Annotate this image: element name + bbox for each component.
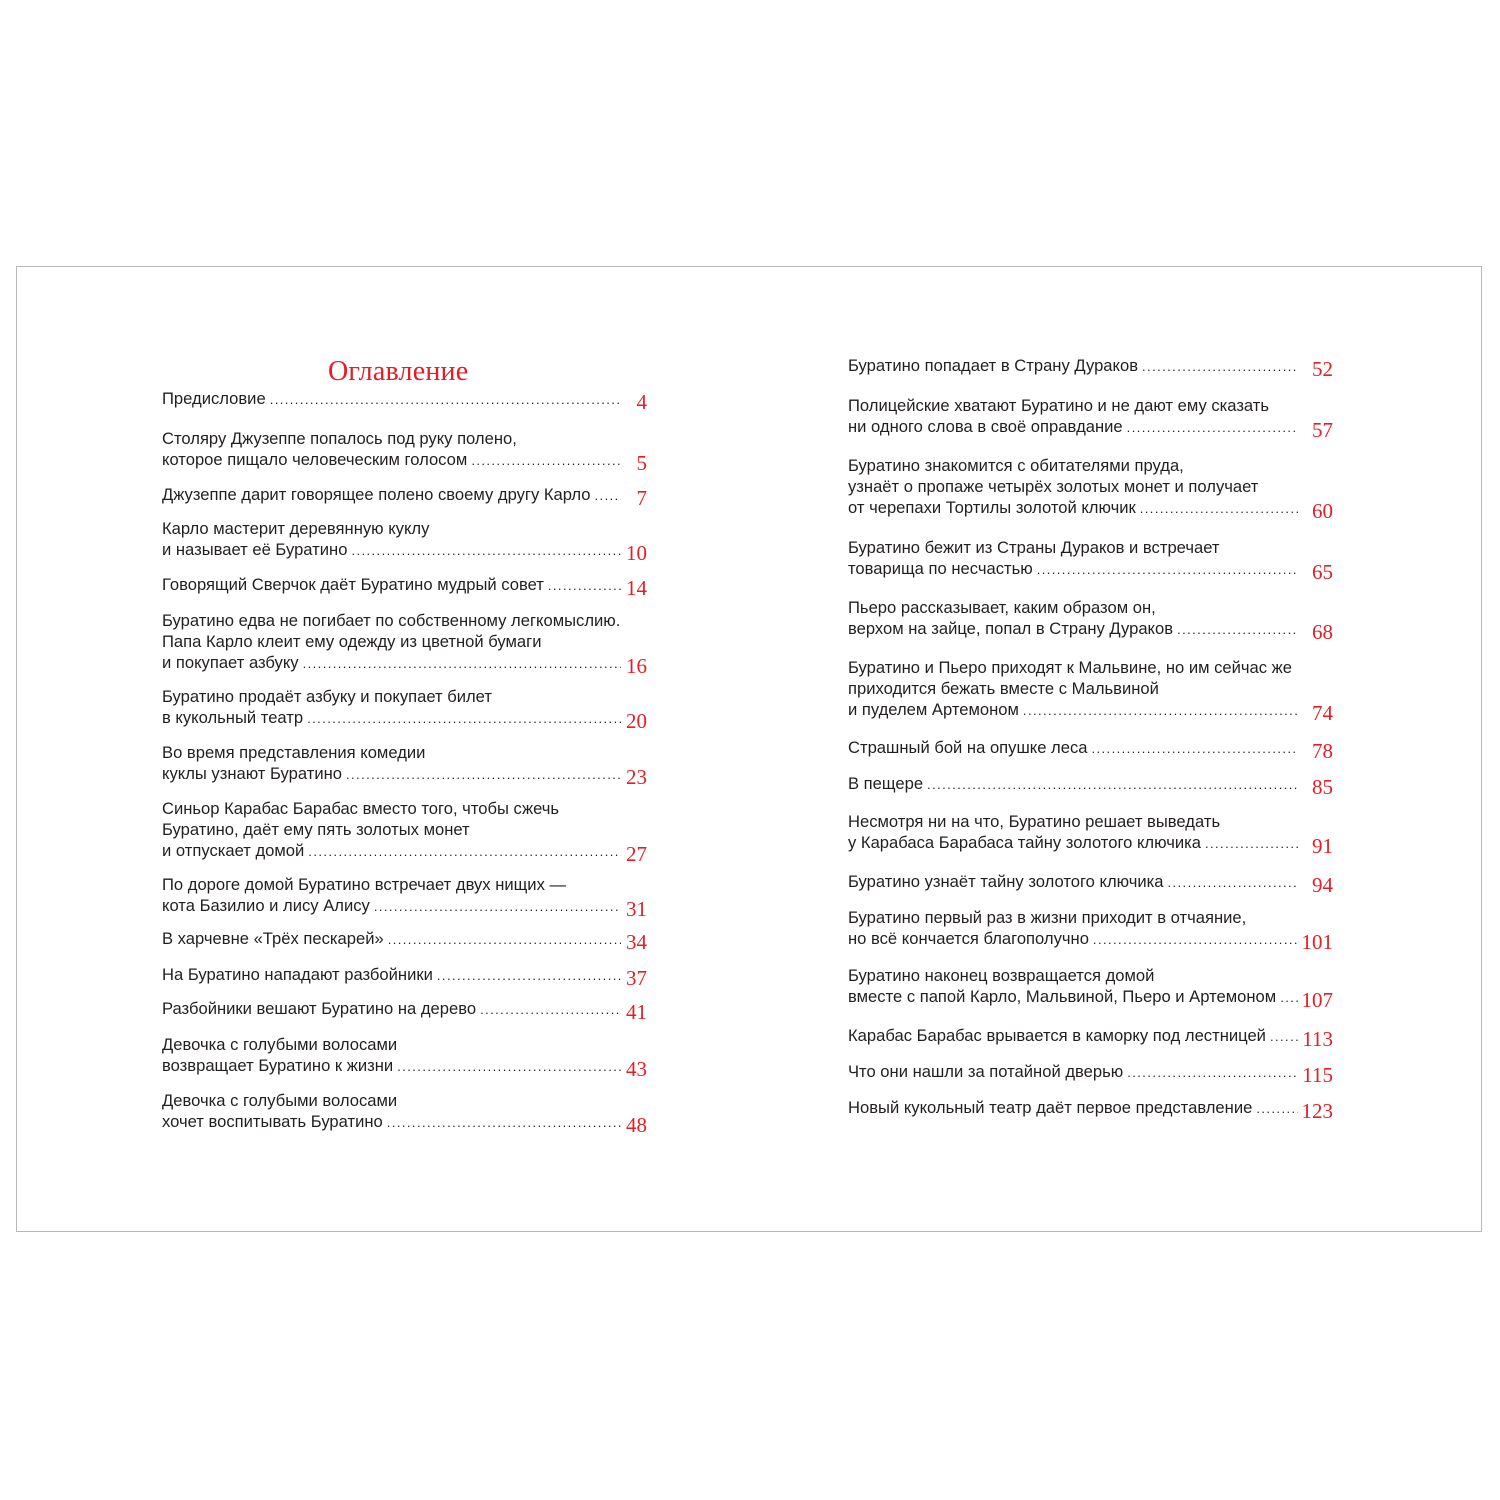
page-number: 20 <box>626 709 647 733</box>
toc-entry-line: Джузеппе дарит говорящее полено своему другу Карло <box>162 485 591 504</box>
page-number: 65 <box>1312 560 1333 584</box>
page-number: 31 <box>626 897 647 921</box>
dot-leader <box>927 774 1298 795</box>
toc-entry-line: Буратино бежит из Страны Дураков и встречает <box>848 538 1220 557</box>
toc-entry-line: Буратино продаёт азбуку и покупает билет <box>162 687 492 706</box>
toc-entry-line: и покупает азбуку <box>162 653 299 672</box>
dot-leader <box>1127 1062 1298 1083</box>
toc-entry-line: Полицейские хватают Буратино и не дают ему сказать <box>848 396 1270 415</box>
dot-leader <box>1256 1098 1298 1119</box>
dot-leader <box>1127 417 1298 438</box>
page-number: 52 <box>1312 357 1333 381</box>
dot-leader <box>1023 700 1298 721</box>
dot-leader <box>351 540 621 561</box>
toc-entry-line: Буратино узнаёт тайну золотого ключика <box>848 872 1164 891</box>
toc-entry-line: Девочка с голубыми волосами <box>162 1091 398 1110</box>
dot-leader <box>1205 833 1298 854</box>
page-number: 10 <box>626 541 647 565</box>
toc-title: Оглавление <box>328 356 469 387</box>
toc-entry-line: кота Базилио и лису Алису <box>162 896 370 915</box>
toc-entry-line: куклы узнают Буратино <box>162 764 342 783</box>
toc-entry[interactable] <box>162 1090 662 1137</box>
toc-entry-line: в кукольный театр <box>162 708 304 727</box>
toc-entry[interactable] <box>848 537 1348 584</box>
dot-leader <box>1140 498 1298 519</box>
toc-entry[interactable] <box>162 388 662 414</box>
dot-leader <box>303 653 621 674</box>
dot-leader <box>308 841 621 862</box>
page-number: 48 <box>626 1113 647 1137</box>
toc-entry-line: Буратино, даёт ему пять золотых монет <box>162 820 470 839</box>
toc-entry-line: и пуделем Артемоном <box>848 700 1019 719</box>
dot-leader <box>1177 619 1298 640</box>
toc-entry[interactable] <box>848 1061 1348 1087</box>
toc-entry-line: Буратино знакомится с обитателями пруда, <box>848 456 1184 475</box>
dot-leader <box>397 1056 621 1077</box>
toc-entry[interactable] <box>162 742 662 789</box>
toc-entry-line: узнаёт о пропаже четырёх золотых монет и получает <box>848 477 1259 496</box>
page-number: 107 <box>1301 988 1333 1012</box>
dot-leader <box>387 1112 621 1133</box>
toc-entry-line: которое пищало человеческим голосом <box>162 450 468 469</box>
dot-leader <box>1167 872 1298 893</box>
toc-entry-line: Предисловие <box>162 389 266 408</box>
page-number: 16 <box>626 654 647 678</box>
toc-entry-line: Во время представления комедии <box>162 743 426 762</box>
toc-entry[interactable] <box>848 811 1348 858</box>
toc-entry-line: Карло мастерит деревянную куклу <box>162 519 430 538</box>
page-number: 7 <box>636 486 647 510</box>
toc-entry-line: Девочка с голубыми волосами <box>162 1035 398 1054</box>
dot-leader <box>595 485 621 506</box>
page-number: 123 <box>1301 1099 1333 1123</box>
toc-entry[interactable] <box>848 737 1348 763</box>
dot-leader <box>1037 559 1298 580</box>
toc-entry[interactable] <box>162 798 662 866</box>
dot-leader <box>1091 738 1298 759</box>
toc-entry-line: Пьеро рассказывает, каким образом он, <box>848 598 1156 617</box>
dot-leader <box>374 896 621 917</box>
dot-leader <box>437 965 621 986</box>
toc-entry-line: Буратино первый раз в жизни приходит в отчаяние, <box>848 908 1247 927</box>
toc-entry-line: но всё кончается благополучно <box>848 929 1089 948</box>
toc-entry-line: В харчевне «Трёх пескарей» <box>162 929 384 948</box>
toc-entry-line: Что они нашли за потайной дверью <box>848 1062 1124 1081</box>
dot-leader <box>1280 987 1298 1008</box>
dot-leader <box>270 389 621 410</box>
toc-entry[interactable] <box>848 1025 1348 1051</box>
toc-entry[interactable] <box>162 1034 662 1081</box>
toc-entry-line: и называет её Буратино <box>162 540 348 559</box>
toc-entry[interactable] <box>162 964 662 990</box>
toc-entry-line: Разбойники вешают Буратино на дерево <box>162 999 477 1018</box>
toc-entry-line: Новый кукольный театр даёт первое представление <box>848 1098 1253 1117</box>
page-number: 37 <box>626 966 647 990</box>
page-number: 68 <box>1312 620 1333 644</box>
toc-entry-line: По дороге домой Буратино встречает двух нищих — <box>162 875 567 894</box>
toc-entry[interactable] <box>848 965 1348 1012</box>
page-number: 113 <box>1302 1027 1333 1051</box>
toc-entry-line: возвращает Буратино к жизни <box>162 1056 394 1075</box>
toc-entry[interactable] <box>162 874 662 921</box>
toc-entry[interactable] <box>848 355 1348 381</box>
page-number: 57 <box>1312 418 1333 442</box>
dot-leader <box>346 764 621 785</box>
toc-entry-line: Папа Карло клеит ему одежду из цветной бумаги <box>162 632 542 651</box>
toc-entry-line: Страшный бой на опушке леса <box>848 738 1088 757</box>
toc-entry[interactable] <box>848 907 1348 954</box>
toc-entry-line: Буратино наконец возвращается домой <box>848 966 1155 985</box>
toc-entry-line: В пещере <box>848 774 924 793</box>
toc-entry[interactable] <box>848 871 1348 897</box>
toc-entry-line: у Карабаса Барабаса тайну золотого ключика <box>848 833 1201 852</box>
toc-entry[interactable] <box>162 484 662 510</box>
toc-entry-line: Несмотря ни на что, Буратино решает выведать <box>848 812 1221 831</box>
toc-entry-line: Говорящий Сверчок даёт Буратино мудрый совет <box>162 575 544 594</box>
dot-leader <box>480 999 621 1020</box>
page-number: 5 <box>636 451 647 475</box>
toc-entry[interactable] <box>162 686 662 733</box>
toc-entry[interactable] <box>162 518 662 565</box>
toc-entry-line: вместе с папой Карло, Мальвиной, Пьеро и Артемоном <box>848 987 1277 1006</box>
page-number: 85 <box>1312 775 1333 799</box>
toc-entry[interactable] <box>162 428 662 475</box>
toc-entry-line: Буратино попадает в Страну Дураков <box>848 356 1139 375</box>
page-number: 101 <box>1301 930 1333 954</box>
toc-entry-line: На Буратино нападают разбойники <box>162 965 433 984</box>
page-number: 23 <box>626 765 647 789</box>
toc-entry[interactable] <box>848 773 1348 799</box>
toc-entry[interactable] <box>848 657 1348 725</box>
dot-leader <box>1270 1026 1298 1047</box>
page-number: 74 <box>1312 701 1333 725</box>
dot-leader <box>388 929 621 950</box>
page-number: 27 <box>626 842 647 866</box>
toc-entry-line: приходится бежать вместе с Мальвиной <box>848 679 1159 698</box>
toc-entry-line: и отпускает домой <box>162 841 305 860</box>
toc-entry[interactable] <box>162 998 662 1024</box>
dot-leader <box>1142 356 1298 377</box>
toc-entry[interactable] <box>848 395 1348 442</box>
toc-entry-line: хочет воспитывать Буратино <box>162 1112 383 1131</box>
page-number: 41 <box>626 1000 647 1024</box>
page-number: 4 <box>636 390 647 414</box>
page-number: 14 <box>626 576 647 600</box>
toc-entry[interactable] <box>162 574 662 600</box>
toc-entry-line: Буратино едва не погибает по собственному легкомыслию. <box>162 611 621 630</box>
page-number: 78 <box>1312 739 1333 763</box>
toc-entry[interactable] <box>848 597 1348 644</box>
page-number: 94 <box>1312 873 1333 897</box>
page-number: 115 <box>1302 1063 1333 1087</box>
page-number: 43 <box>626 1057 647 1081</box>
toc-entry[interactable] <box>162 610 662 678</box>
dot-leader <box>307 708 621 729</box>
toc-entry-line: Карабас Барабас врывается в каморку под лестницей <box>848 1026 1266 1045</box>
toc-entry-line: от черепахи Тортилы золотой ключик <box>848 498 1136 517</box>
toc-entry-line: товарища по несчастью <box>848 559 1033 578</box>
toc-entry[interactable] <box>848 1097 1348 1123</box>
dot-leader <box>548 575 621 596</box>
toc-entry-line: Синьор Карабас Барабас вместо того, чтобы сжечь <box>162 799 560 818</box>
toc-entry-line: Столяру Джузеппе попалось под руку полено, <box>162 429 517 448</box>
toc-entry-line: Буратино и Пьеро приходят к Мальвине, но им сейчас же <box>848 658 1293 677</box>
toc-entry[interactable] <box>848 455 1348 523</box>
page-number: 91 <box>1312 834 1333 858</box>
page-number: 60 <box>1312 499 1333 523</box>
toc-entry-line: верхом на зайце, попал в Страну Дураков <box>848 619 1174 638</box>
dot-leader <box>1093 929 1298 950</box>
toc-entry[interactable] <box>162 928 662 954</box>
dot-leader <box>471 450 621 471</box>
toc-entry-line: ни одного слова в своё оправдание <box>848 417 1123 436</box>
page-number: 34 <box>626 930 647 954</box>
